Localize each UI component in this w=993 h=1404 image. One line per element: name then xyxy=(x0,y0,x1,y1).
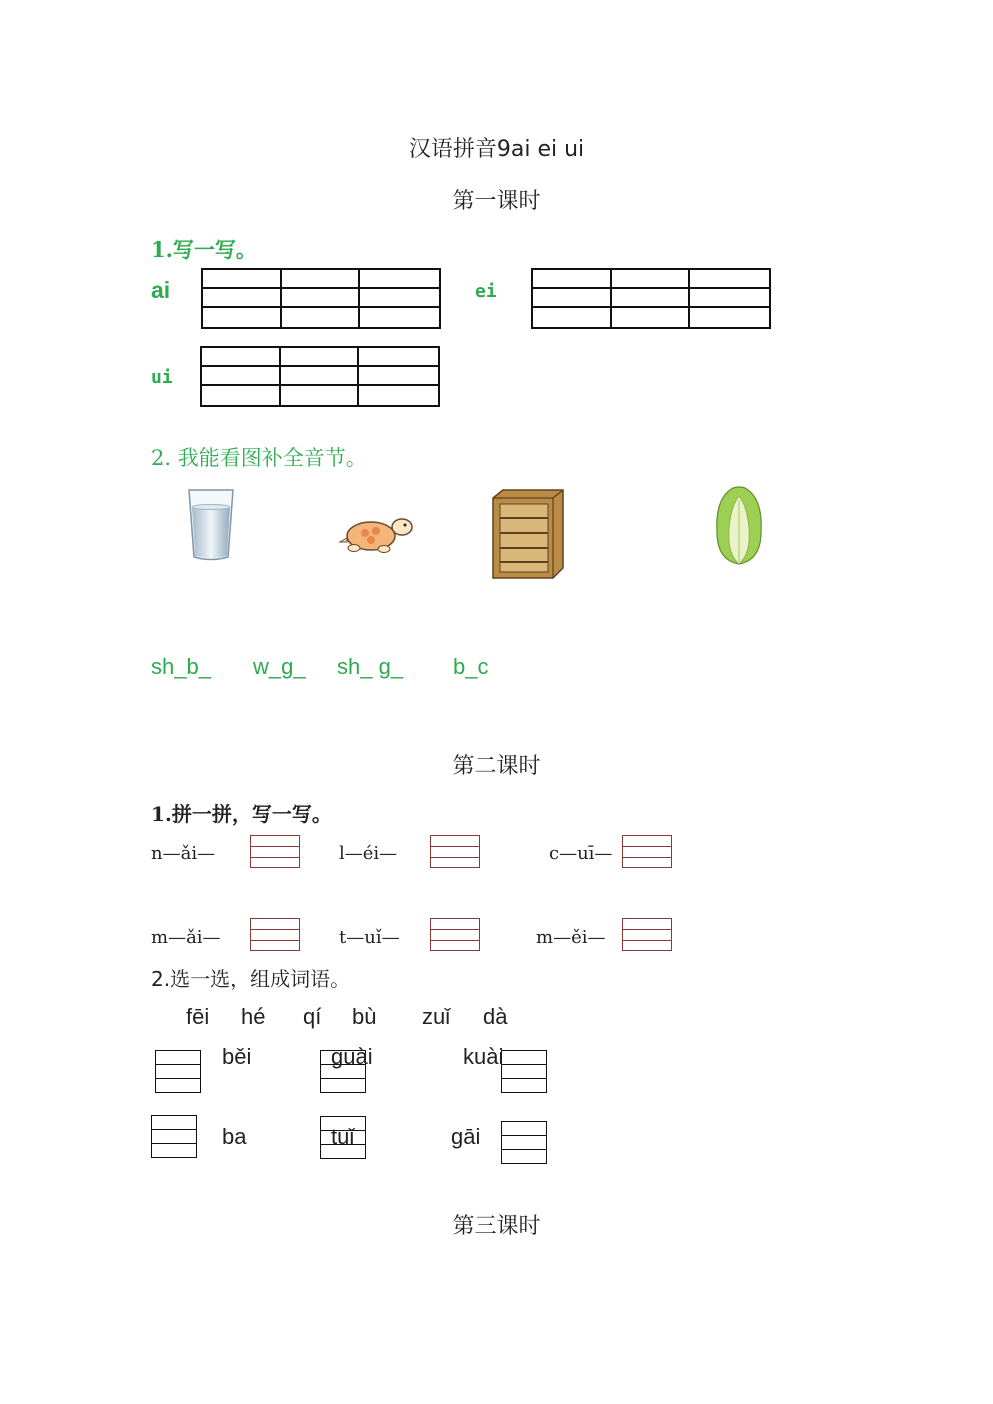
writing-grid-ei[interactable] xyxy=(531,268,771,329)
option-da: dà xyxy=(483,1004,508,1029)
lesson-2-heading: 第二课时 xyxy=(452,754,541,779)
option-qi: qí xyxy=(303,1004,322,1029)
word-box-6[interactable] xyxy=(501,1121,547,1164)
grid-label-ui: ui xyxy=(151,367,173,388)
spell-item-1: n—ǎi— xyxy=(151,843,216,864)
word-ba: ba xyxy=(222,1124,247,1149)
syllable-blank-2[interactable]: w_g_ xyxy=(253,654,306,679)
word-kuai: kuài xyxy=(463,1044,504,1069)
syllable-blank-3[interactable]: sh_ g_ xyxy=(337,654,404,679)
lesson1-q1-label: 1.写一写。 xyxy=(151,237,257,262)
answer-box-5[interactable] xyxy=(430,918,480,951)
word-gai: gāi xyxy=(451,1124,481,1149)
word-tui: tuǐ xyxy=(331,1124,355,1149)
lesson2-q2-label: 2.选一选，组成词语。 xyxy=(151,967,351,991)
answer-box-1[interactable] xyxy=(250,835,300,868)
option-fei: fēi xyxy=(186,1004,210,1029)
writing-grid-ai[interactable] xyxy=(201,268,441,329)
spell-item-3: c—uī— xyxy=(549,843,613,864)
answer-box-3[interactable] xyxy=(622,835,672,868)
syllable-blank-1[interactable]: sh_b_ xyxy=(151,654,211,679)
spell-item-6: m—ěi— xyxy=(536,927,606,948)
word-box-3[interactable] xyxy=(501,1050,547,1093)
syllable-blank-4[interactable]: b_c xyxy=(453,654,489,679)
answer-box-2[interactable] xyxy=(430,835,480,868)
option-bu: bù xyxy=(352,1004,377,1029)
lesson1-q2-label: 2. 我能看图补全音节。 xyxy=(151,446,367,470)
lesson2-q1-label: 1.拼一拼，写一写。 xyxy=(151,802,332,826)
lesson-3-heading: 第三课时 xyxy=(452,1214,541,1239)
option-zui: zuǐ xyxy=(422,1004,451,1029)
grid-label-ai: ai xyxy=(151,277,171,303)
grid-label-ei: ei xyxy=(475,281,497,302)
word-box-4[interactable] xyxy=(151,1115,197,1158)
option-he: hé xyxy=(241,1004,266,1029)
page-title: 汉语拼音9ai ei ui xyxy=(408,137,585,162)
writing-grid-ui[interactable] xyxy=(200,346,440,407)
glass-of-water-image xyxy=(186,487,236,563)
spell-item-2: l—éi— xyxy=(339,843,398,864)
spell-item-4: m—ǎi— xyxy=(151,927,221,948)
word-bei: běi xyxy=(222,1044,252,1069)
cabbage-image xyxy=(711,484,767,566)
word-guai: guài xyxy=(331,1044,373,1069)
spell-item-5: t—uǐ— xyxy=(339,927,400,948)
word-box-1[interactable] xyxy=(155,1050,201,1093)
answer-box-4[interactable] xyxy=(250,918,300,951)
turtle-image xyxy=(338,512,414,554)
lesson-1-heading: 第一课时 xyxy=(452,189,541,214)
bookshelf-image xyxy=(491,488,565,580)
answer-box-6[interactable] xyxy=(622,918,672,951)
